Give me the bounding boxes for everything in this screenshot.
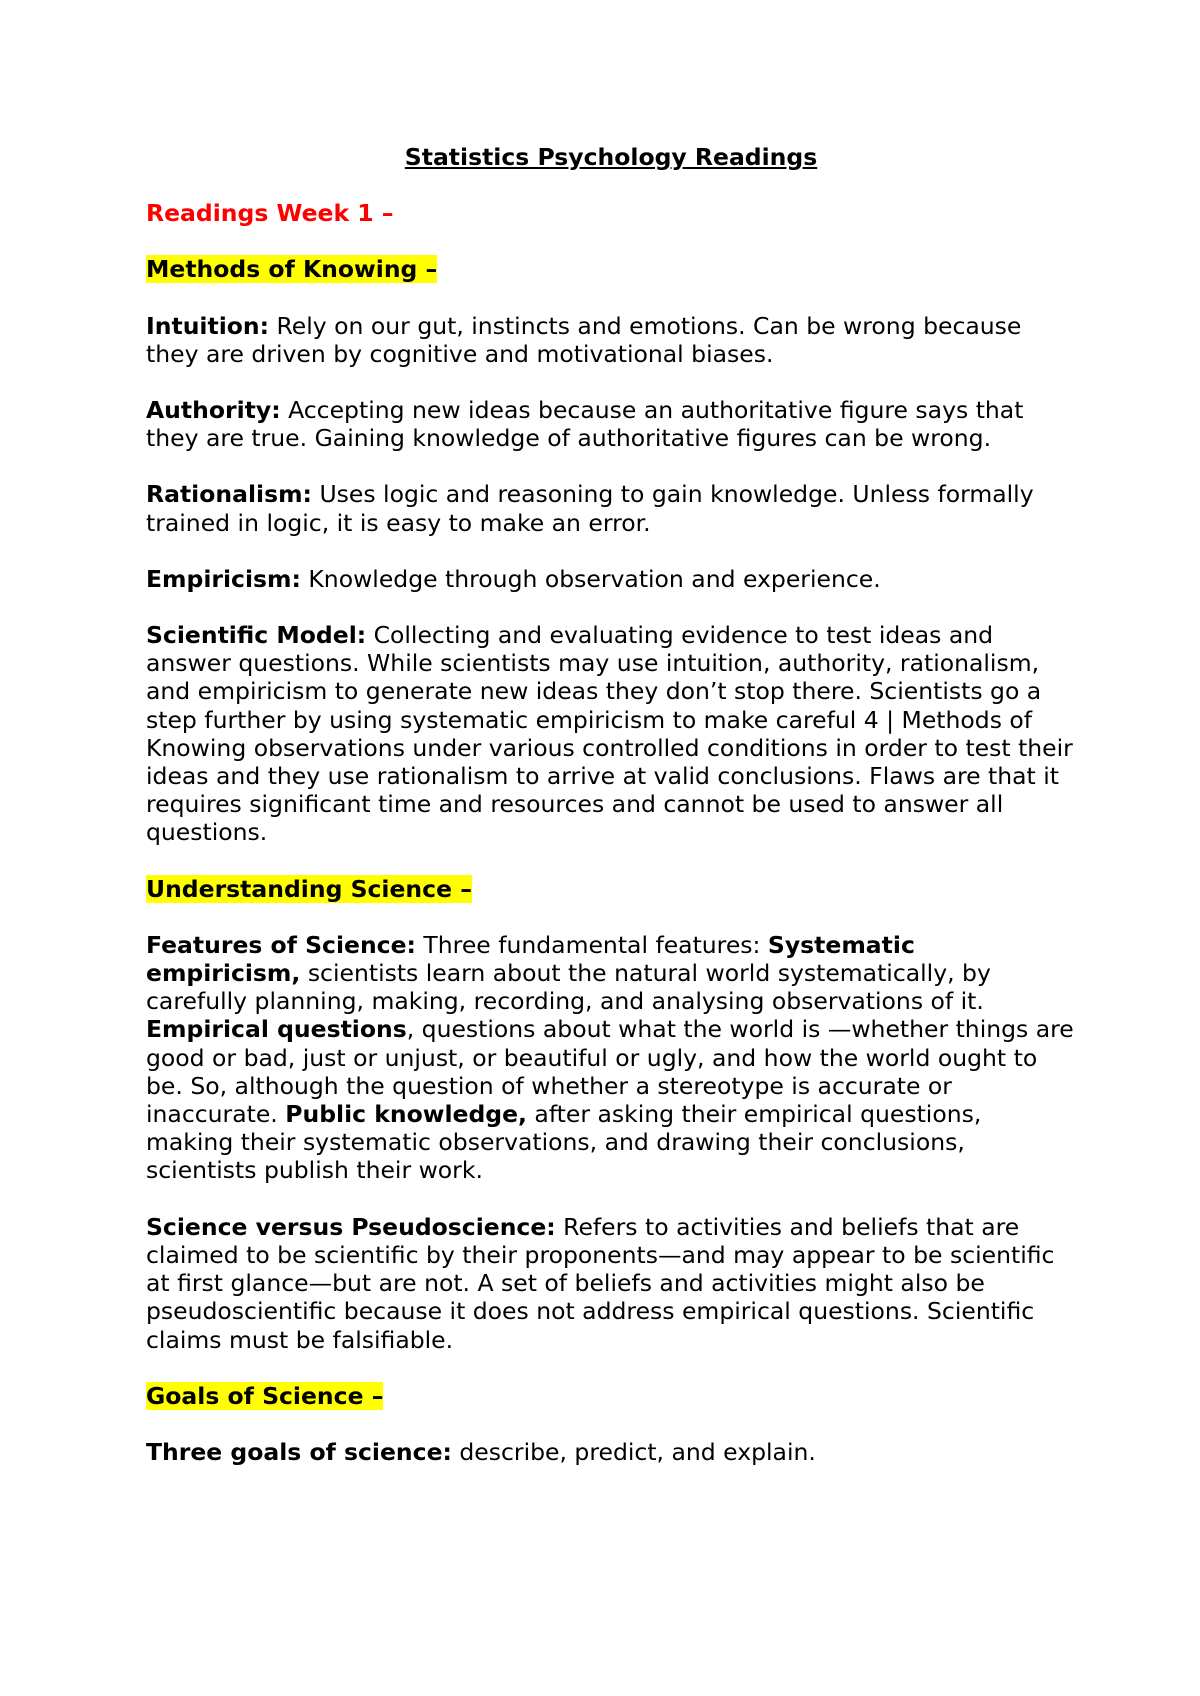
paragraph-authority <box>146 396 1076 452</box>
week-heading-text: Readings Week 1 – <box>146 199 394 228</box>
section-heading-understanding <box>146 875 1076 903</box>
definition-three-goals: describe, predict, and explain. <box>451 1437 816 1466</box>
term-public-knowledge: Public knowledge, <box>285 1100 527 1129</box>
term-features: Features of Science: <box>146 930 416 959</box>
paragraph-rationalism <box>146 480 1076 536</box>
term-empiricism: Empiricism: <box>146 564 301 593</box>
term-scientific-model: Scientific Model: <box>146 621 367 650</box>
paragraph-empiricism <box>146 565 1076 593</box>
term-intuition: Intuition: <box>146 311 270 340</box>
section-heading-understanding-text: Understanding Science – <box>146 874 472 903</box>
definition-empiricism: Knowledge through observation and experience. <box>300 564 881 593</box>
term-empirical-questions: Empirical questions <box>146 1015 407 1044</box>
term-pseudoscience: Science versus Pseudoscience: <box>146 1212 556 1241</box>
features-text-1: Three fundamental features: <box>415 930 768 959</box>
definition-pseudoscience: Refers to activities and beliefs that are claimed to be scientific by their proponents—and may appear to be scientific at first glance—but are not. A set of beliefs and activities might also be pseudoscientific because it does not address empirical questions. Scientific claims must be falsifiable. <box>146 1212 1055 1354</box>
paragraph-scientific-model <box>146 621 1076 847</box>
features-text-3: , questions about what the world is —whether things are good or bad, just or unjust, or beautiful or ugly, and how the world ought to be. So, although the question of whether a stereotype is accurate or inaccurate. <box>146 1015 1074 1129</box>
definition-authority: Accepting new ideas because an authoritative figure says that they are true. Gaining knowledge of authoritative figures can be wrong. <box>146 396 1024 453</box>
definition-rationalism: Uses logic and reasoning to gain knowledge. Unless formally trained in logic, it is easy to make an error. <box>146 480 1034 537</box>
document-body <box>146 143 1076 1494</box>
section-heading-goals-text: Goals of Science – <box>146 1381 384 1410</box>
term-three-goals: Three goals of science: <box>146 1437 452 1466</box>
section-heading-methods <box>146 255 1076 283</box>
section-heading-goals <box>146 1382 1076 1410</box>
paragraph-three-goals <box>146 1438 1076 1466</box>
paragraph-intuition <box>146 312 1076 368</box>
term-systematic-empiricism: Systematic empiricism, <box>146 930 915 988</box>
paragraph-features <box>146 931 1076 1185</box>
term-rationalism: Rationalism: <box>146 480 312 509</box>
section-heading-methods-text: Methods of Knowing – <box>146 255 438 284</box>
features-text-4: after asking their empirical questions, making their systematic observations, and drawing their conclusions, scientists publish their work. <box>146 1100 982 1185</box>
definition-scientific-model: Collecting and evaluating evidence to test ideas and answer questions. While scientists may use intuition, authority, rationalism, and empiricism to generate new ideas they don’t stop there. Scientists go a step further by using systematic empiricism to make careful 4 | Methods of Knowing observations under various controlled conditions in order to test their ideas and they use rationalism to arrive at valid conclusions. Flaws are that it requires significant time and resources and cannot be used to answer all questions. <box>146 621 1073 847</box>
features-text-2: scientists learn about the natural world systematically, by carefully planning, making, recording, and analysing observations of it. <box>146 959 991 1016</box>
paragraph-pseudoscience <box>146 1213 1076 1354</box>
document-title: Statistics Psychology Readings <box>404 143 818 171</box>
term-authority: Authority: <box>146 396 281 425</box>
definition-intuition: Rely on our gut, instincts and emotions. Can be wrong because they are driven by cognitive and motivational biases. <box>146 311 1022 368</box>
week-heading <box>146 199 1076 227</box>
